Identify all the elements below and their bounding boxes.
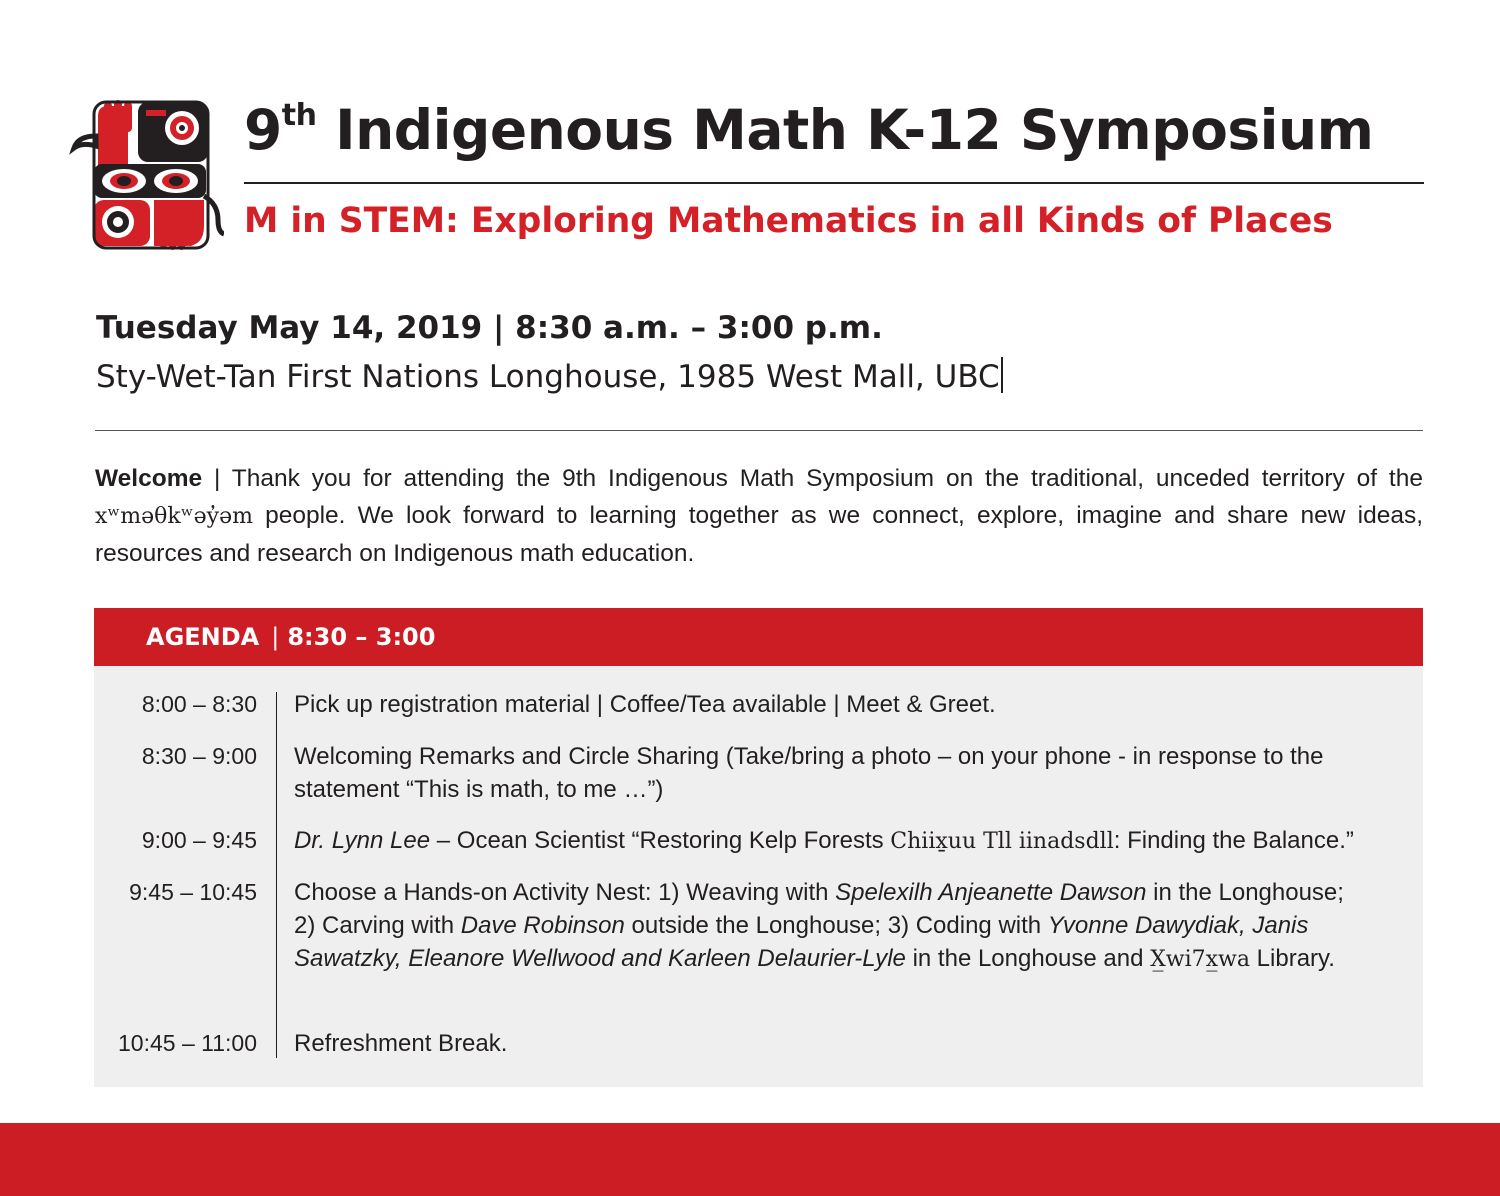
welcome-paragraph [95,460,1423,572]
title-divider [244,182,1424,184]
agenda-time: 8:00 – 8:30 [141,691,257,717]
description-text: in the Longhouse and [905,945,1151,972]
description-text: outside the Longhouse; 3) Coding with [624,912,1048,939]
agenda-time: 10:45 – 11:00 [118,1030,257,1056]
agenda-time: 8:30 – 9:00 [141,743,257,769]
description-text: Choose a Hands-on Activity Nest: 1) Weaving with [294,879,836,906]
text-cursor [1001,357,1003,393]
welcome-text-part-2: people. We look forward to learning together as we connect, explore, imagine and share new ideas, resources and research on Indigenous math education. [95,502,1423,567]
agenda-header [94,608,1423,666]
agenda-description: Welcoming Remarks and Circle Sharing (Take/bring a photo – on your phone - in response to the statement “This is math, to me …”) [294,743,1324,803]
title-text: Indigenous Math K-12 Symposium [316,98,1374,162]
agenda-time: 9:00 – 9:45 [141,827,257,853]
title-number: 9 [244,98,282,162]
footer-band [0,1123,1500,1196]
formline-hands-logo-icon [68,96,224,252]
agenda-description [294,876,1364,976]
nation-name: xʷməθkʷəy̓əm [95,504,253,529]
agenda-description [294,824,1364,858]
event-date-time: Tuesday May 14, 2019 | 8:30 a.m. – 3:00 p.m. [96,310,883,346]
speaker-name: Dr. Lynn Lee [294,827,431,854]
agenda-column-divider [276,692,277,1058]
agenda-description: Refreshment Break. [294,1030,508,1057]
agenda-time: 9:45 – 10:45 [129,879,257,905]
welcome-text-part-1: | Thank you for attending the 9th Indigenous Math Symposium on the traditional, unceded territory of the [202,465,1423,492]
description-text: in the Longhouse; 2) Carving with [294,879,1344,939]
welcome-label: Welcome [95,465,203,492]
description-text: : Finding the Balance.” [1113,827,1354,854]
agenda-heading: AGENDA [146,623,260,651]
title-ordinal: th [281,98,317,133]
section-divider [95,430,1423,431]
page-subtitle: M in STEM: Exploring Mathematics in all Kinds of Places [244,201,1333,241]
description-text: Library. [1250,945,1335,972]
venue-text: Sty-Wet-Tan First Nations Longhouse, 1985 West Mall, UBC [96,359,1000,395]
agenda-description: Pick up registration material | Coffee/Tea available | Meet & Greet. [294,691,996,718]
library-name: X̲wi7x̲wa [1150,947,1251,972]
facilitator-name: Yvonne Dawydiak, Janis Sawatzky, Eleanore Wellwood and Karleen Delaurier-Lyle [294,912,1309,972]
facilitator-name: Spelexilh Anjeanette Dawson [835,879,1147,906]
agenda-separator: | [271,623,280,651]
haida-phrase: Chiix̱uu Tll iinadsdll [890,829,1114,854]
facilitator-name: Dave Robinson [460,912,625,939]
agenda-hours: 8:30 – 3:00 [287,623,436,651]
page-title [244,92,1424,168]
description-text: – Ocean Scientist “Restoring Kelp Forests [430,827,891,854]
event-venue [96,354,1003,400]
